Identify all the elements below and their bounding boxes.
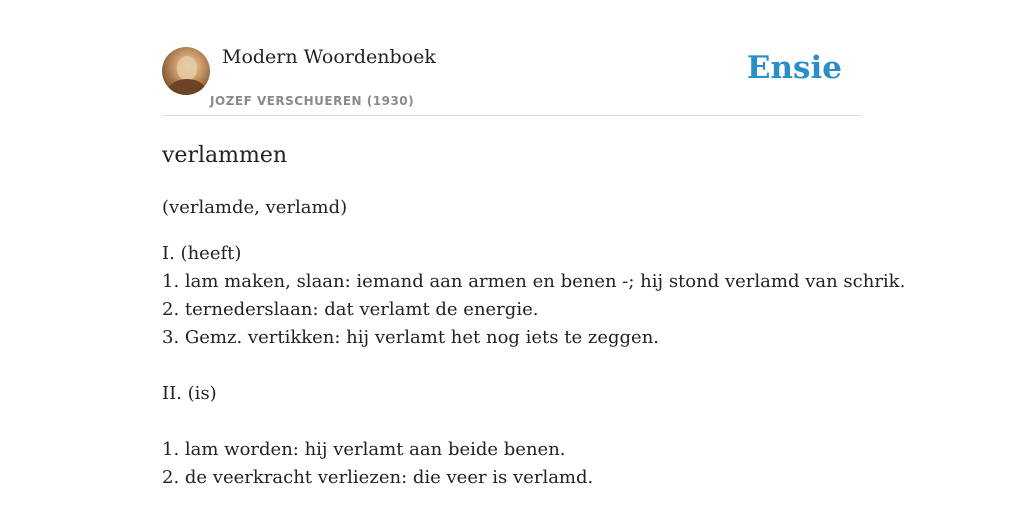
section-spacer [162, 408, 862, 436]
section-heading: II. (is) [162, 383, 217, 404]
section-heading: I. (heeft) [162, 243, 242, 264]
book-title[interactable]: Modern Woordenboek [222, 46, 436, 68]
definition-section-1 [162, 240, 906, 492]
entry-card [162, 40, 906, 492]
definition-line: 2. de veerkracht verliezen: die veer is verlamd. [162, 467, 594, 488]
definition-line: 1. lam worden: hij verlamt aan beide benen. [162, 439, 566, 460]
definition-line: 3. Gemz. vertikken: hij verlamt het nog iets te zeggen. [162, 327, 660, 348]
definition-line: 1. lam maken, slaan: iemand aan armen en benen -; hij stond verlamd van schrik. [162, 271, 906, 292]
entry-header [162, 40, 862, 116]
word-forms: (verlamde, verlamd) [162, 197, 348, 218]
ensie-logo[interactable]: Ensie [746, 50, 842, 86]
portrait-coat [168, 79, 206, 95]
portrait-face [177, 56, 197, 80]
section-spacer [162, 352, 862, 380]
author-name: JOZEF VERSCHUEREN (1930) [210, 94, 415, 108]
author-portrait-icon [162, 47, 210, 95]
headword: verlammen [162, 143, 288, 168]
definition-line: 2. ternederslaan: dat verlamt de energie. [162, 299, 539, 320]
